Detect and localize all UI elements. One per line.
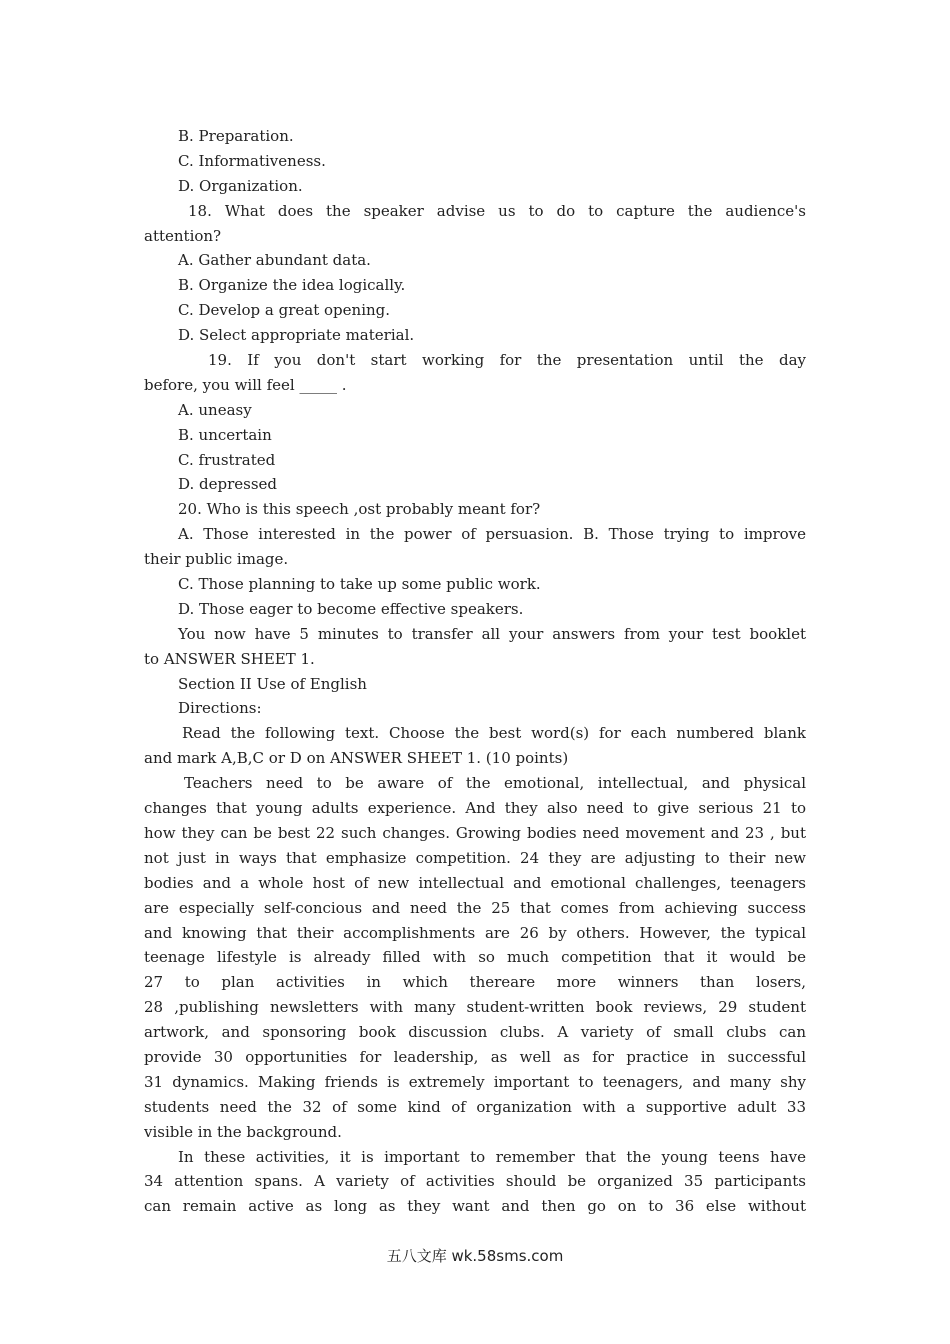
text-line: Teachers need to be aware of the emotional, intellectual, and physical xyxy=(184,774,806,793)
text-line: students need the 32 of some kind of organization with a supportive adult 33 xyxy=(144,1097,806,1116)
text-line: 34 attention spans. A variety of activities should be organized 35 participants xyxy=(144,1172,806,1191)
document-body xyxy=(144,124,806,1219)
text-line: B. Preparation. xyxy=(178,127,294,145)
text-line: 20. Who is this speech ,ost probably meant for? xyxy=(178,500,541,519)
text-line: 18. What does the speaker advise us to do to capture the audience's xyxy=(188,201,806,220)
text-line: 19. If you don't start working for the presentation until the day xyxy=(208,351,806,370)
text-line: Read the following text. Choose the best word(s) for each numbered blank xyxy=(182,724,806,743)
text-line: C. Those planning to take up some public work. xyxy=(178,575,541,594)
text-line: B. uncertain xyxy=(178,425,272,444)
text-line: D. depressed xyxy=(178,475,278,494)
text-line: 27 to plan activities in which thereare more winners than losers, xyxy=(144,973,806,992)
text-line: C. frustrated xyxy=(178,450,276,469)
text-line: bodies and a whole host of new intellectual and emotional challenges, teenagers xyxy=(144,873,806,892)
text-line: Section II Use of English xyxy=(178,674,367,693)
text-line: visible in the background. xyxy=(144,1122,342,1141)
text-line: A. Gather abundant data. xyxy=(178,251,371,270)
text-line: not just in ways that emphasize competition. 24 they are adjusting to their new xyxy=(144,848,806,867)
text-line: before, you will feel _____ . xyxy=(144,375,347,394)
text-line: to ANSWER SHEET 1. xyxy=(144,649,315,668)
text-line: and knowing that their accomplishments are 26 by others. However, the typical xyxy=(144,923,806,942)
text-line: how they can be best 22 such changes. Growing bodies need movement and 23 , but xyxy=(144,823,806,842)
text-line: their public image. xyxy=(144,550,289,569)
text-line: provide 30 opportunities for leadership, as well as for practice in successful xyxy=(144,1047,806,1066)
text-line: B. Organize the idea logically. xyxy=(178,276,406,295)
text-line: can remain active as long as they want and then go on to 36 else without xyxy=(144,1197,806,1216)
text-line: You now have 5 minutes to transfer all your answers from your test booklet xyxy=(178,624,806,643)
text-line: C. Informativeness. xyxy=(178,151,326,170)
text-line: artwork, and sponsoring book discussion clubs. A variety of small clubs can xyxy=(144,1023,806,1042)
text-line: D. Select appropriate material. xyxy=(178,326,415,345)
text-line: D. Organization. xyxy=(178,176,303,195)
text-line: 31 dynamics. Making friends is extremely important to teenagers, and many shy xyxy=(144,1072,806,1091)
page-footer: 五八文库 wk.58sms.com xyxy=(386,1247,564,1265)
text-line: changes that young adults experience. And they also need to give serious 21 to xyxy=(144,799,806,818)
text-line: attention? xyxy=(144,226,222,245)
text-line: 28 ,publishing newsletters with many student-written book reviews, 29 student xyxy=(144,998,806,1017)
text-line: are especially self-concious and need the 25 that comes from achieving success xyxy=(144,898,806,917)
text-line: A. uneasy xyxy=(178,400,252,419)
text-line: C. Develop a great opening. xyxy=(178,301,391,320)
text-line: In these activities, it is important to remember that the young teens have xyxy=(178,1147,806,1166)
text-line: Directions: xyxy=(178,699,262,718)
text-line: and mark A,B,C or D on ANSWER SHEET 1. (10 points) xyxy=(144,749,569,768)
text-line: teenage lifestyle is already filled with so much competition that it would be xyxy=(144,948,806,967)
text-line: A. Those interested in the power of persuasion. B. Those trying to improve xyxy=(178,525,806,544)
text-line: D. Those eager to become effective speakers. xyxy=(178,599,524,618)
